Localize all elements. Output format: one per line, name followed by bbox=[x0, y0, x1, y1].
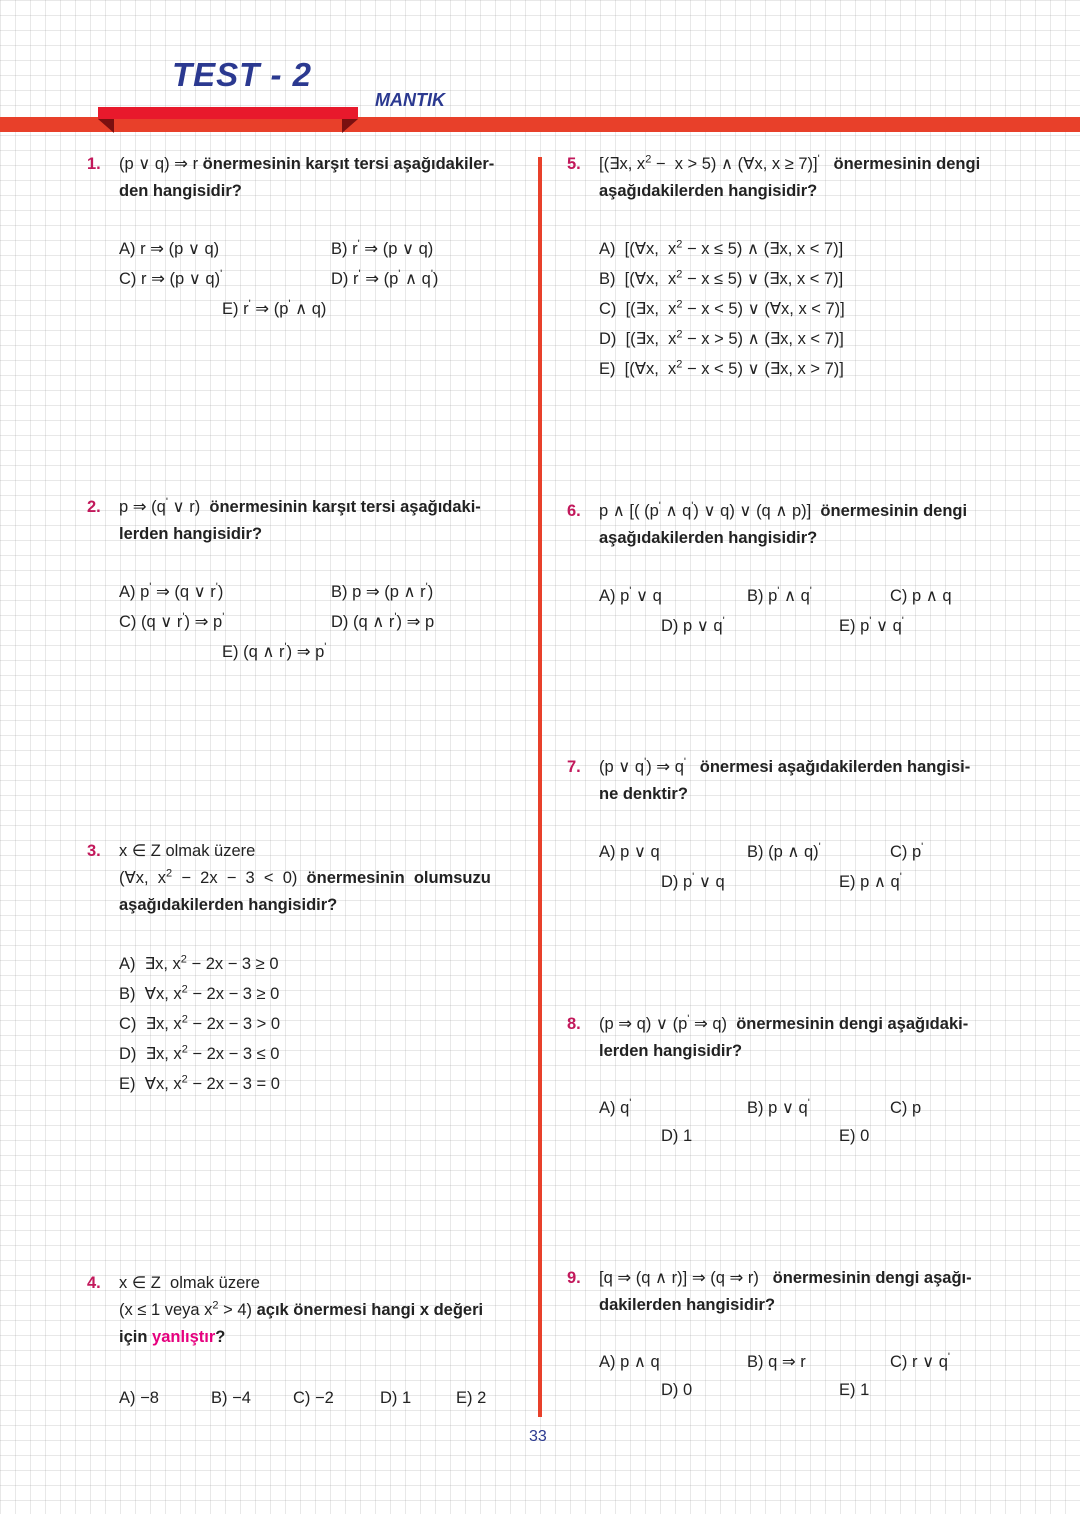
question-number: 2. bbox=[87, 498, 101, 516]
header-tab-fold-left bbox=[98, 119, 114, 133]
question-stem: [q ⇒ (q ∧ r)] ⇒ (q ⇒ r) önermesinin dengi aşağı- dakilerden hangisidir? bbox=[599, 1269, 972, 1314]
option-d: D) 1 bbox=[380, 1389, 412, 1407]
option-b: B) ∀x, $x^2 - 2x - 3 \ge 0$ bbox=[119, 983, 280, 1003]
option-b: B) −4 bbox=[211, 1389, 251, 1407]
question-number: 3. bbox=[87, 842, 101, 860]
question-stem: (p ∨ q) ⇒ r önermesinin karşıt tersi aşağıdakiler- den hangisidir? bbox=[119, 155, 495, 200]
option-e: E) ∀x, $x^2 - 2x - 3 = 0$ bbox=[119, 1073, 280, 1093]
option-c: C) ∃x, $x^2 - 2x - 3 > 0$ bbox=[119, 1013, 281, 1033]
option-a: A) ∃x, $x^2 - 2x - 3 \ge 0$ bbox=[119, 953, 279, 973]
question-4 bbox=[87, 1270, 519, 1351]
question-3 bbox=[87, 838, 519, 919]
option-a: A) r ⇒ (p ∨ q) bbox=[119, 240, 220, 258]
question-number: 9. bbox=[567, 1269, 581, 1287]
question-number: 4. bbox=[87, 1274, 101, 1292]
option-c: C) $p^ʹ$ bbox=[890, 841, 924, 861]
question-1 bbox=[87, 151, 519, 205]
question-number: 8. bbox=[567, 1015, 581, 1033]
subject-label: MANTIK bbox=[375, 90, 445, 110]
header-tab bbox=[98, 107, 358, 119]
option-d: D) 0 bbox=[661, 1381, 693, 1399]
question-5 bbox=[567, 151, 999, 205]
option-e: E) 1 bbox=[839, 1381, 870, 1399]
option-c: C) r ∨ $q^ʹ$ bbox=[890, 1351, 951, 1371]
page-number: 33 bbox=[529, 1428, 547, 1445]
option-b: B) q ⇒ r bbox=[747, 1353, 806, 1371]
option-b: B) (p ∧ q)$^ʹ$ bbox=[747, 841, 821, 861]
option-a: A) $p^ʹ$ ⇒ (q ∨ $r^ʹ$) bbox=[119, 581, 224, 601]
option-e: E) 0 bbox=[839, 1127, 870, 1145]
question-number: 1. bbox=[87, 155, 101, 173]
option-b: B) p ∨ $q^ʹ$ bbox=[747, 1097, 810, 1117]
column-divider bbox=[538, 157, 542, 1417]
option-a: A) −8 bbox=[119, 1389, 159, 1407]
question-stem: [(∃x, $x^2 - x > 5$) ∧ (∀x, x ≥ 7)]$^ʹ$ önermesinin dengi aşağıdakilerden hangisidir? bbox=[599, 153, 981, 200]
test-title: TEST - 2 bbox=[172, 56, 313, 93]
question-number: 7. bbox=[567, 758, 581, 776]
question-9 bbox=[567, 1265, 999, 1319]
option-d: D) $p^ʹ$ ∨ q bbox=[661, 871, 725, 891]
question-6 bbox=[567, 498, 999, 552]
option-e: E) 2 bbox=[456, 1389, 487, 1407]
option-c: C) p ∧ q bbox=[890, 587, 952, 605]
option-e: E) $p^ʹ$ ∨ $q^ʹ$ bbox=[839, 615, 904, 635]
option-c: C) (q ∨ $r^ʹ$) ⇒ $p^ʹ$ bbox=[119, 611, 225, 631]
option-b: B) p ⇒ (p ∧ $r^ʹ$) bbox=[331, 581, 434, 601]
option-e: E) p ∧ $q^ʹ$ bbox=[839, 871, 902, 891]
option-a: A) p ∨ q bbox=[599, 843, 660, 861]
option-d: D) 1 bbox=[661, 1127, 693, 1145]
question-number: 5. bbox=[567, 155, 581, 173]
option-c: C) p bbox=[890, 1099, 922, 1117]
question-2 bbox=[87, 494, 519, 548]
question-stem: (p ⇒ q) ∨ ($p^ʹ$ ⇒ q) önermesinin dengi aşağıdaki- lerden hangisidir? bbox=[599, 1013, 969, 1060]
option-a: A) $q^ʹ$ bbox=[599, 1097, 632, 1117]
option-d: D) (q ∧ $r^ʹ$) ⇒ p bbox=[331, 611, 435, 631]
option-e: E) (q ∧ $r^ʹ$) ⇒ $p^ʹ$ bbox=[222, 641, 327, 661]
option-b: B) $p^ʹ$ ∧ $q^ʹ$ bbox=[747, 585, 812, 605]
option-b: B) [(∀x, $x^2 - x \le 5$) ∨ (∃x, x < 7)] bbox=[599, 268, 844, 288]
question-stem: p ⇒ ($q^ʹ$ ∨ r) önermesinin karşıt tersi aşağıdaki- lerden hangisidir? bbox=[119, 496, 481, 543]
option-a: A) p ∧ q bbox=[599, 1353, 660, 1371]
question-stem: x ∈ Z olmak üzere (x ≤ 1 veya $x^2 > 4$) açık önermesi hangi x değeri için yanlıştır? bbox=[119, 1274, 484, 1346]
option-a: A) $p^ʹ$ ∨ q bbox=[599, 585, 662, 605]
question-stem: p ∧ [( ($p^ʹ$ ∧ $q^ʹ$) ∨ q) ∨ (q ∧ p)] önermesinin dengi aşağıdakilerden hangisidir? bbox=[599, 500, 968, 547]
option-e: E) $r^ʹ$ ⇒ ($p^ʹ$ ∧ q) bbox=[222, 298, 327, 318]
question-number: 6. bbox=[567, 502, 581, 520]
option-d: D) ∃x, $x^2 - 2x - 3 \le 0$ bbox=[119, 1043, 280, 1063]
option-e: E) [(∀x, $x^2 - x < 5$) ∨ (∃x, x > 7)] bbox=[599, 358, 844, 378]
question-7 bbox=[567, 754, 999, 808]
header-band bbox=[0, 117, 1080, 132]
option-a: A) [(∀x, $x^2 - x \le 5$) ∧ (∃x, x < 7)] bbox=[599, 238, 844, 258]
option-d: D) [(∃x, $x^2 - x > 5$) ∧ (∃x, x < 7)] bbox=[599, 328, 844, 348]
header-tab-fold-right bbox=[342, 119, 358, 133]
option-d: D) p ∨ $q^ʹ$ bbox=[661, 615, 725, 635]
option-d: D) $r^ʹ$ ⇒ ($p^ʹ$ ∧ $q^ʹ$) bbox=[331, 268, 439, 288]
question-stem: x ∈ Z olmak üzere (∀x, $x^2 - 2x - 3 < 0$) önermesinin olumsuzu aşağıdakilerden hangisidir? bbox=[119, 842, 491, 914]
option-c: C) r ⇒ (p ∨ q)$^ʹ$ bbox=[119, 268, 223, 288]
option-c: C) [(∃x, $x^2 - x < 5$) ∨ (∀x, x < 7)] bbox=[599, 298, 845, 318]
option-b: B) $r^ʹ$ ⇒ (p ∨ q) bbox=[331, 238, 434, 258]
option-c: C) −2 bbox=[293, 1389, 334, 1407]
question-8 bbox=[567, 1011, 999, 1065]
question-stem: (p ∨ $q^ʹ$) ⇒ $q^ʹ$ önermesi aşağıdakilerden hangisi- ne denktir? bbox=[599, 756, 971, 803]
